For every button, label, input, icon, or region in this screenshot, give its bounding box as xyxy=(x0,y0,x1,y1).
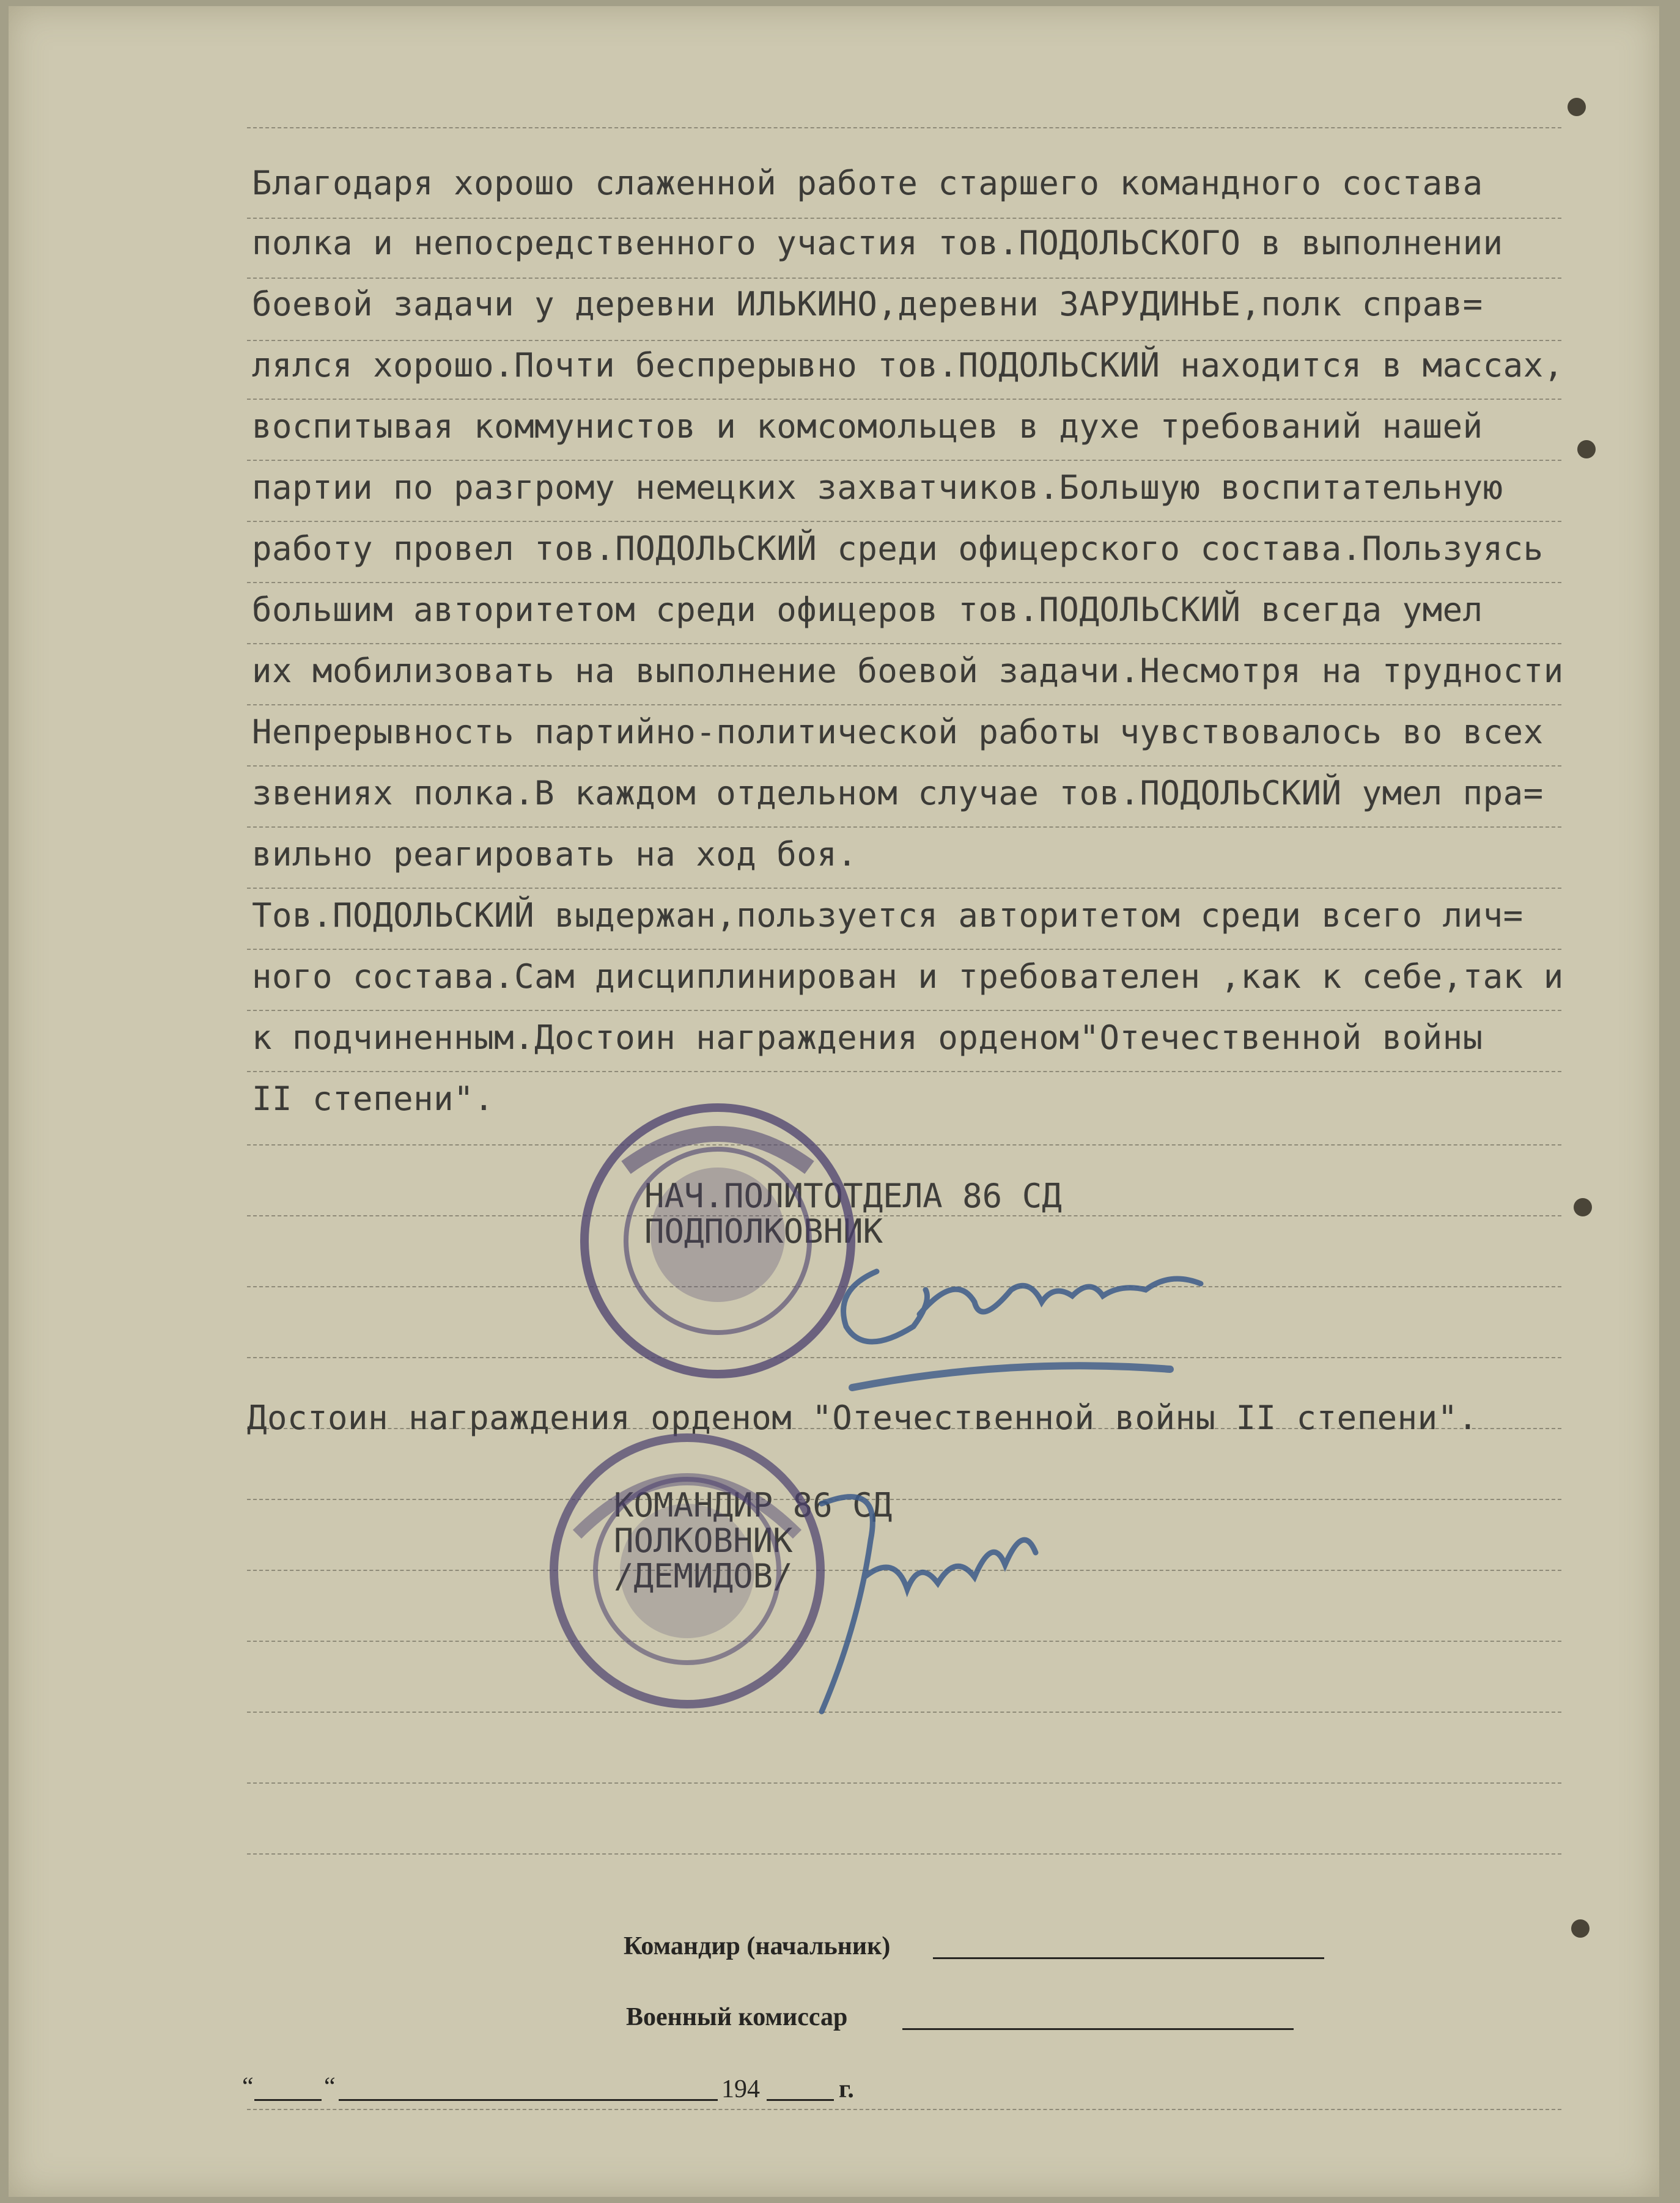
commissar-signature-line xyxy=(902,2028,1294,2030)
body-line: полка и непосредственного участия тов.ПОДОЛЬСКОГО в выполнении xyxy=(252,224,1503,262)
ruled-line xyxy=(247,340,1561,341)
date-year-prefix: 194 xyxy=(721,2075,760,2103)
signature-2-name: /ДЕМИДОВ/ xyxy=(614,1557,793,1595)
date-year-suffix: г. xyxy=(839,2075,854,2103)
signature-2 xyxy=(797,1467,1103,1724)
commander-signature-line xyxy=(933,1957,1324,1959)
signature-1 xyxy=(828,1235,1225,1394)
ruled-line xyxy=(247,1010,1561,1011)
body-line: боевой задачи у деревни ИЛЬКИНО,деревни ЗАРУДИНЬЕ,полк справ= xyxy=(252,285,1483,323)
commissar-label: Военный комиссар xyxy=(626,2003,848,2031)
round-stamp-1 xyxy=(571,1094,864,1388)
ruled-line xyxy=(247,582,1561,583)
body-line: Непрерывность партийно-политической работы чувствовалось во всех xyxy=(252,713,1544,751)
ruled-line xyxy=(247,704,1561,705)
body-line: Тов.ПОДОЛЬСКИЙ выдержан,пользуется авторитетом среди всего лич= xyxy=(252,896,1523,935)
body-line: воспитывая коммунистов и комсомольцев в духе требований нашей xyxy=(252,407,1483,446)
date-month-line xyxy=(339,2099,718,2101)
signature-2-rank: ПОЛКОВНИК xyxy=(614,1521,793,1560)
date-open-quote: “ xyxy=(242,2073,254,2101)
date-year-line xyxy=(767,2099,834,2101)
signature-2-title: КОМАНДИР 86 СД xyxy=(614,1486,893,1524)
commander-label: Командир (начальник) xyxy=(624,1932,891,1960)
ruled-line xyxy=(247,127,1561,128)
body-line: II степени". xyxy=(252,1079,495,1118)
ruled-line xyxy=(247,521,1561,522)
body-line: ного состава.Сам дисциплинирован и требователен ,как к себе,так и xyxy=(252,957,1564,996)
ruled-line xyxy=(247,888,1561,889)
round-stamp-2 xyxy=(540,1424,834,1718)
ruled-line xyxy=(247,460,1561,461)
ruled-line xyxy=(247,2109,1561,2110)
body-line: партии по разгрому немецких захватчиков.Большую воспитательную xyxy=(252,468,1503,507)
signature-1-rank: ПОДПОЛКОВНИК xyxy=(644,1212,883,1251)
binding-hole xyxy=(1577,440,1596,458)
ruled-line xyxy=(247,399,1561,400)
binding-hole xyxy=(1568,98,1586,116)
ruled-line xyxy=(247,278,1561,279)
document-sheet xyxy=(9,6,1659,2197)
body-line: их мобилизовать на выполнение боевой задачи.Несмотря на трудности xyxy=(252,652,1564,690)
recommendation-line: Достоин награждения орденом "Отечественной войны II степени". xyxy=(247,1399,1478,1437)
date-day-line xyxy=(254,2099,322,2101)
binding-hole xyxy=(1571,1919,1590,1938)
ruled-line xyxy=(247,1144,1561,1146)
binding-hole xyxy=(1574,1198,1592,1216)
ruled-line xyxy=(247,1215,1561,1216)
ruled-line xyxy=(247,765,1561,767)
body-line: звениях полка.В каждом отдельном случае тов.ПОДОЛЬСКИЙ умел пра= xyxy=(252,774,1544,812)
body-line: вильно реагировать на ход боя. xyxy=(252,835,858,873)
body-line: к подчиненным.Достоин награждения орденом"Отечественной войны xyxy=(252,1018,1483,1057)
ruled-line xyxy=(247,826,1561,828)
ruled-line xyxy=(247,1782,1561,1784)
ruled-line xyxy=(247,643,1561,644)
ruled-line xyxy=(247,1853,1561,1855)
body-line: Благодаря хорошо слаженной работе старшего командного состава xyxy=(252,164,1483,202)
signature-1-title: НАЧ.ПОЛИТОТДЕЛА 86 СД xyxy=(644,1177,1062,1215)
ruled-line xyxy=(247,1071,1561,1072)
date-close-quote: “ xyxy=(324,2073,336,2101)
body-line: большим авторитетом среди офицеров тов.ПОДОЛЬСКИЙ всегда умел xyxy=(252,590,1483,629)
ruled-line xyxy=(247,218,1561,219)
ruled-line xyxy=(247,949,1561,950)
body-line: работу провел тов.ПОДОЛЬСКИЙ среди офицерского состава.Пользуясь xyxy=(252,529,1544,568)
body-line: лялся хорошо.Почти беспрерывно тов.ПОДОЛЬСКИЙ находится в массах, xyxy=(252,346,1564,384)
